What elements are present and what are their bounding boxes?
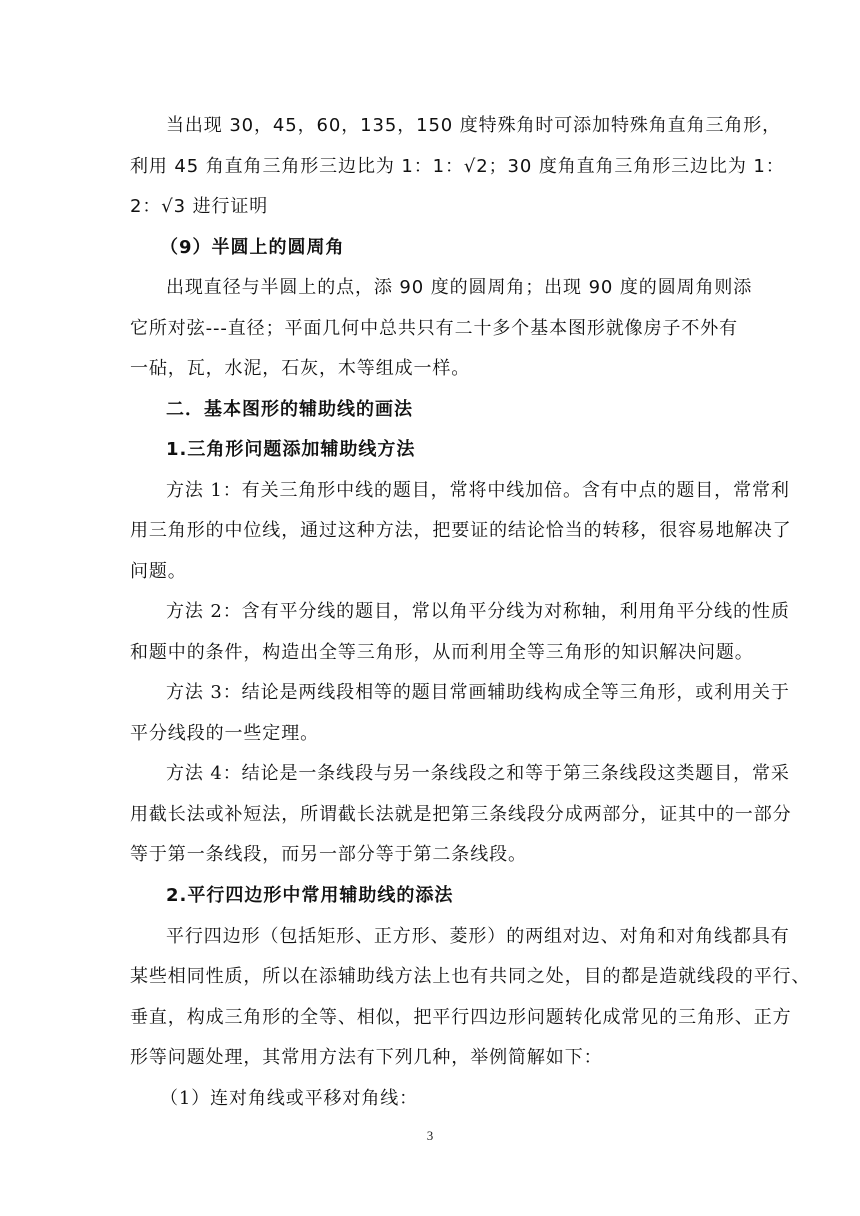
method-4-line-2: 用截长法或补短法，所谓截长法就是把第三条线段分成两部分，证其中的一部分	[130, 804, 792, 825]
page-number: 3	[426, 1128, 434, 1143]
method-1-line-1: 方法 1：有关三角形中线的题目，常将中线加倍。含有中点的题目，常常利	[166, 480, 790, 501]
parallelogram-line-4: 形等问题处理，其常用方法有下列几种，举例简解如下：	[130, 1047, 603, 1068]
method-2-line-1: 方法 2：含有平分线的题目，常以角平分线为对称轴，利用角平分线的性质	[166, 601, 790, 622]
method-3-line-1: 方法 3：结论是两线段相等的题目常画辅助线构成全等三角形，或利用关于	[166, 682, 790, 703]
special-angles-line-2: 利用 45 角直角三角形三边比为 1：1：√2；30 度角直角三角形三边比为 1：	[130, 156, 785, 177]
parallelogram-line-3: 垂直，构成三角形的全等、相似，把平行四边形问题转化成常见的三角形、正方	[130, 1007, 792, 1028]
special-angles-line-1: 当出现 30，45，60，135，150 度特殊角时可添加特殊角直角三角形，	[166, 115, 782, 136]
special-angles-line-3: 2：√3 进行证明	[130, 196, 269, 217]
semicircle-line-2: 它所对弦---直径；平面几何中总共只有二十多个基本图形就像房子不外有	[130, 318, 739, 339]
method-1-line-3: 问题。	[130, 561, 187, 582]
parallelogram-item-1: （1）连对角线或平移对角线：	[160, 1088, 419, 1109]
method-1-line-2: 用三角形的中位线，通过这种方法，把要证的结论恰当的转移，很容易地解决了	[130, 520, 792, 541]
triangle-method-heading: 1.三角形问题添加辅助线方法	[166, 439, 416, 460]
section-two-heading: 二．基本图形的辅助线的画法	[166, 399, 413, 420]
parallelogram-heading: 2.平行四边形中常用辅助线的添法	[166, 885, 454, 906]
semicircle-heading: （9）半圆上的圆周角	[160, 237, 345, 258]
semicircle-line-3: 一砧，瓦，水泥，石灰，木等组成一样。	[130, 358, 471, 379]
semicircle-line-1: 出现直径与半圆上的点，添 90 度的圆周角；出现 90 度的圆周角则添	[166, 277, 753, 298]
method-4-line-1: 方法 4：结论是一条线段与另一条线段之和等于第三条线段这类题目，常采	[166, 763, 790, 784]
parallelogram-line-1: 平行四边形（包括矩形、正方形、菱形）的两组对边、对角和对角线都具有	[166, 926, 790, 947]
method-4-line-3: 等于第一条线段，而另一部分等于第二条线段。	[130, 844, 527, 865]
method-2-line-2: 和题中的条件，构造出全等三角形，从而利用全等三角形的知识解决问题。	[130, 642, 754, 663]
method-3-line-2: 平分线段的一些定理。	[130, 723, 319, 744]
parallelogram-line-2: 某些相同性质，所以在添辅助线方法上也有共同之处，目的都是造就线段的平行、	[130, 966, 811, 987]
